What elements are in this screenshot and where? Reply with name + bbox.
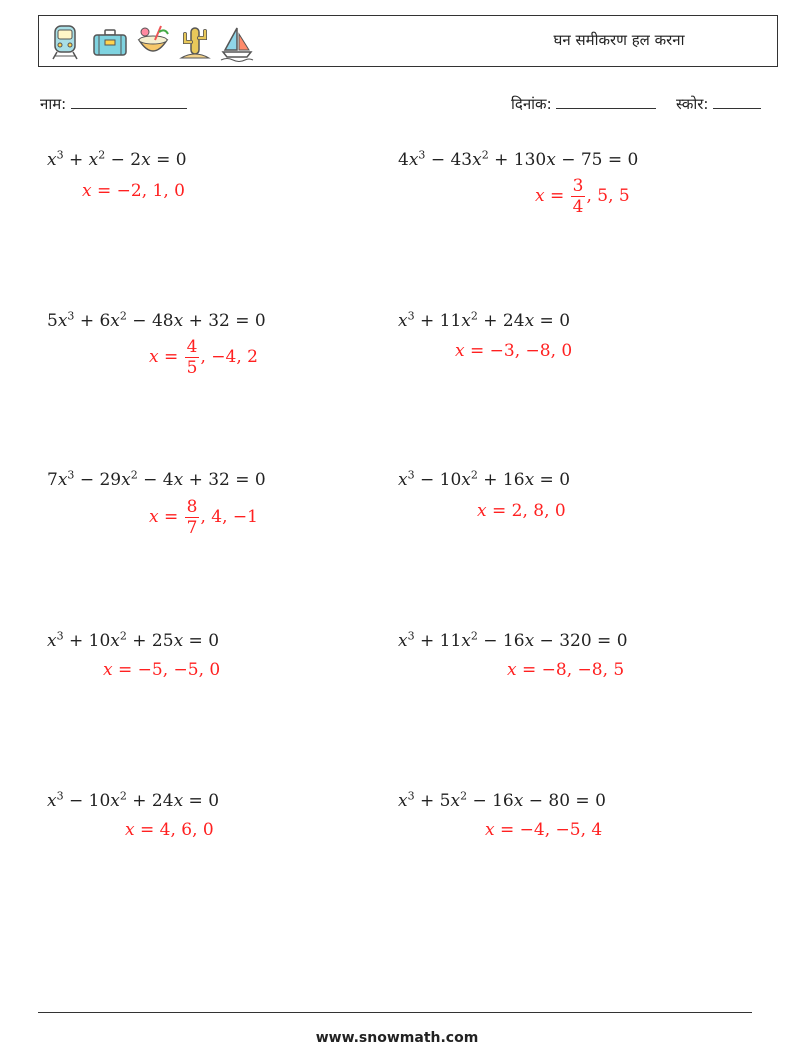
problem-10-equation: $x^3 + 5x^2 - 16x - 80 = 0$	[398, 789, 606, 811]
date-field	[511, 94, 656, 114]
score-label: स्कोर:	[676, 95, 709, 113]
header-icons	[47, 21, 255, 63]
name-blank[interactable]	[71, 96, 187, 109]
problem-2-answer: x = $\frac{3}{4}$ , 5, 5	[535, 176, 630, 217]
footer-divider	[38, 1012, 752, 1013]
date-label: दिनांक:	[511, 95, 552, 113]
worksheet-header	[38, 15, 778, 67]
name-label: नाम:	[40, 95, 67, 113]
problem-8-equation: $x^3 + 11x^2 - 16x - 320 = 0$	[398, 629, 628, 651]
problem-2-equation: $4x^3 - 43x^2 + 130x - 75 = 0$	[398, 148, 639, 170]
train-icon	[47, 22, 83, 62]
suitcase-icon	[89, 22, 129, 62]
problem-10-answer: x = −4, −5, 4	[485, 820, 603, 840]
problem-1-answer: x = −2, 1, 0	[82, 181, 185, 201]
problem-7-equation: $x^3 + 10x^2 + 25x = 0$	[47, 629, 220, 651]
name-field	[40, 94, 187, 114]
problem-6-answer: x = 2, 8, 0	[477, 501, 566, 521]
problem-4-equation: $x^3 + 11x^2 + 24x = 0$	[398, 309, 571, 331]
problem-7-answer: x = −5, −5, 0	[103, 660, 221, 680]
problem-1-equation: $x^3 + x^2 - 2x = 0$	[47, 148, 187, 170]
footer-url: www.snowmath.com	[315, 1030, 479, 1046]
problem-8-answer: x = −8, −8, 5	[507, 660, 625, 680]
cactus-icon	[177, 22, 213, 62]
score-blank[interactable]	[713, 96, 761, 109]
score-field	[676, 94, 761, 114]
problem-4-answer: x = −3, −8, 0	[455, 341, 573, 361]
worksheet-title: घन समीकरण हल करना	[553, 31, 685, 49]
problem-9-equation: $x^3 - 10x^2 + 24x = 0$	[47, 789, 220, 811]
problem-5-answer: x = $\frac{8}{7}$ , 4, −1	[149, 497, 258, 538]
problem-3-answer: x = $\frac{4}{5}$ , −4, 2	[149, 337, 258, 378]
problem-5-equation: $7x^3 - 29x^2 - 4x + 32 = 0$	[47, 468, 266, 490]
date-blank[interactable]	[556, 96, 656, 109]
coconut-drink-icon	[135, 22, 171, 62]
sailboat-icon	[219, 22, 255, 62]
problem-9-answer: x = 4, 6, 0	[125, 820, 214, 840]
problem-6-equation: $x^3 - 10x^2 + 16x = 0$	[398, 468, 571, 490]
problem-3-equation: $5x^3 + 6x^2 - 48x + 32 = 0$	[47, 309, 266, 331]
